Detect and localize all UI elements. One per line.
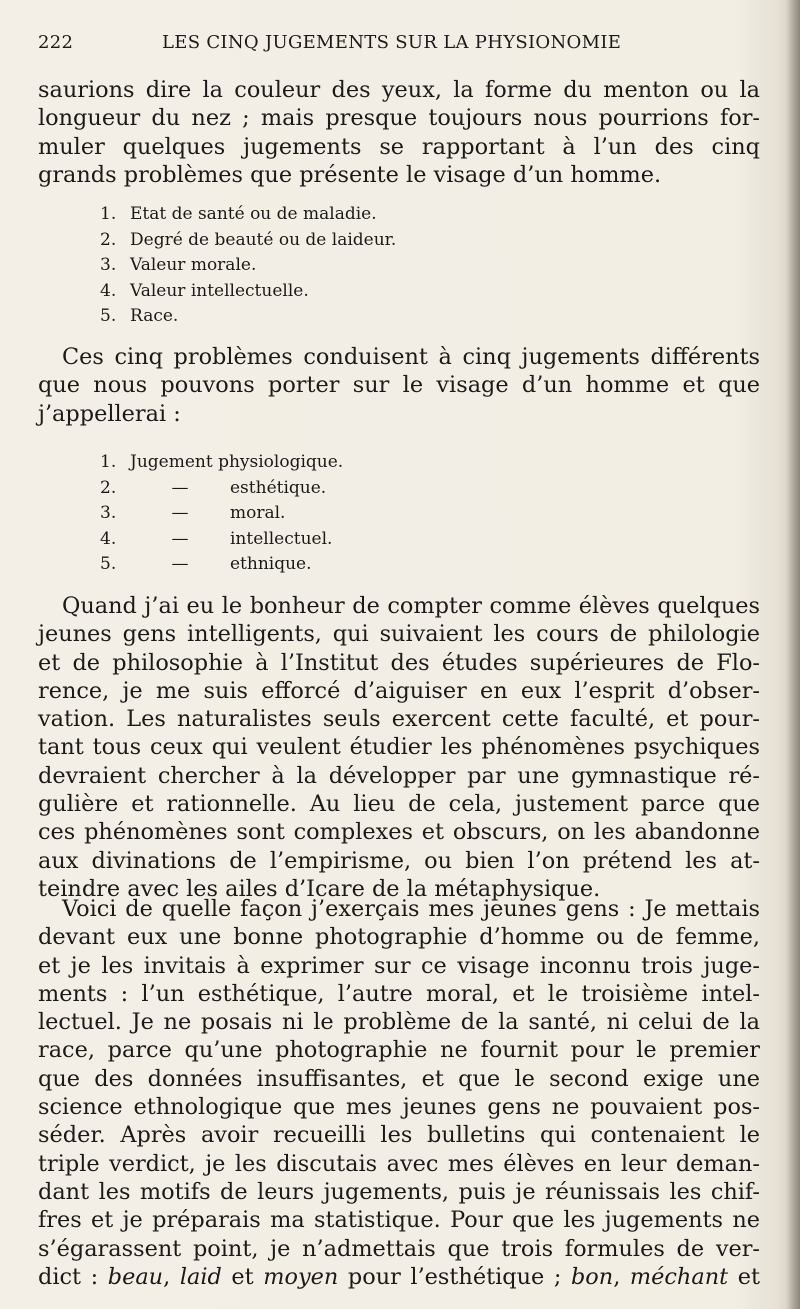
list-text: moral. [230,503,286,523]
italic-word: beau [107,1263,164,1290]
italic-word: bon [570,1263,614,1290]
list-item [100,501,500,527]
text-line: et de philosophie à l’Institut des études supérieures de Flo- [38,649,760,676]
text-line: que des données insuffisantes, et que le second exige une [38,1065,760,1092]
list-item [100,202,500,228]
text-line: saurions dire la couleur des yeux, la forme du menton ou la [38,77,760,103]
text-line: j’appellerai : [38,400,181,427]
text-line: ces phénomènes sont complexes et obscurs, on les abandonne [38,819,760,846]
text-line: Voici de quelle façon j’exerçais mes jeunes gens : Je mettais [62,896,760,922]
list-item [100,279,500,305]
text-line: vation. Les naturalistes seuls exercent cette faculté, et pour- [38,706,760,733]
list-number: 2. [100,477,117,498]
list-number: 2. [100,229,117,250]
book-spine-shadow [786,0,800,1309]
text-line: s’égarassent point, je n’admettais que trois formules de ver- [38,1235,760,1262]
text-line: séder. Après avoir recueilli les bulletins qui contenaient le [38,1122,760,1149]
text-line: lectuel. Je ne posais ni le problème de la santé, ni celui de la [38,1009,760,1036]
page-header [38,32,758,58]
paragraph-1 [38,76,760,189]
list-number: 4. [100,280,117,301]
text-line: devraient chercher à la développer par une gymnastique ré- [38,762,760,789]
list-item [100,476,500,502]
text-fragment: , [163,1263,180,1290]
list-text: intellectuel. [230,528,333,549]
text-line: tant tous ceux qui veulent étudier les phénomènes psychiques [38,734,760,761]
list-text: Valeur morale. [130,255,257,275]
list-number: 5. [100,306,117,326]
paragraph-3 [38,592,760,903]
text-fragment: , [613,1263,630,1290]
text-line: muler quelques jugements se rapportant à l’un des cinq [38,133,760,160]
text-fragment: et [728,1263,760,1290]
text-line: ments : l’un esthétique, l’autre moral, et le troisième intel- [38,980,760,1007]
text-line: Quand j’ai eu le bonheur de compter comme élèves quelques [62,593,760,619]
italic-word: moyen [263,1263,339,1290]
list-number: 3. [100,503,117,523]
text-line: science ethnologique que mes jeunes gens ne pouvaient pos- [38,1094,760,1121]
list-text: ethnique. [230,554,312,574]
list-number: 1. [100,452,117,472]
list-number: 5. [100,554,117,574]
ditto-dash: — [171,528,189,549]
text-line: race, parce qu’une photographie ne fournit pour le premier [38,1037,760,1064]
list-item [100,450,500,476]
judgments-list [100,450,500,578]
problems-list [100,202,500,330]
list-text: Jugement physiologique. [130,452,344,472]
paragraph-4 [38,895,760,1291]
list-number: 1. [100,204,117,224]
ditto-dash: — [171,477,189,498]
text-line: teindre avec les ailes d’Icare de la métaphysique. [38,875,601,902]
list-text: Race. [130,306,179,326]
list-item [100,253,500,279]
text-line: que nous pouvons porter sur le visage d’un homme et que [38,372,760,399]
list-text: Valeur intellectuelle. [130,280,309,301]
text-line: aux divinations de l’empirisme, ou bien l’on prétend les at- [38,847,760,874]
text-line: dant les motifs de leurs jugements, puis je réunissais les chif- [38,1178,760,1205]
text-line: rence, je me suis efforcé d’aiguiser en eux l’esprit d’obser- [38,677,760,704]
list-item [100,304,500,330]
text-line: grands problèmes que présente le visage d’un homme. [38,161,662,188]
list-text: Degré de beauté ou de laideur. [130,229,397,250]
text-fragment: pour l’esthétique ; [338,1263,571,1290]
list-text: Etat de santé ou de maladie. [130,204,377,224]
text-line: et je les invitais à exprimer sur ce visage inconnu trois juge- [38,952,760,979]
text-line: Ces cinq problèmes conduisent à cinq jugements différents [62,344,760,370]
running-title: LES CINQ JUGEMENTS SUR LA PHYSIONOMIE [162,32,622,53]
text-line: triple verdict, je les discutais avec mes élèves en leur deman- [38,1150,760,1177]
paragraph-2 [38,343,760,428]
text-line: jeunes gens intelligents, qui suivaient les cours de philologie [38,621,760,648]
text-line: devant eux une bonne photographie d’homme ou de femme, [38,924,760,951]
text-line: fres et je préparais ma statistique. Pour que les jugements ne [38,1207,760,1234]
list-number: 3. [100,255,117,275]
list-number: 4. [100,528,117,549]
page-number: 222 [38,32,74,53]
text-line: gulière et rationnelle. Au lieu de cela, justement parce que [38,791,760,818]
list-item [100,552,500,578]
italic-word: méchant [629,1263,729,1290]
ditto-dash: — [171,503,189,523]
italic-word: laid [179,1263,222,1290]
text-line: longueur du nez ; mais presque toujours nous pourrions for- [38,105,760,132]
text-fragment: et [221,1263,264,1290]
list-item [100,228,500,254]
ditto-dash: — [171,554,189,574]
list-item [100,527,500,553]
text-line-italic-mixed [38,1263,760,1291]
text-fragment: dict : [38,1263,108,1290]
list-text: esthétique. [230,477,327,498]
